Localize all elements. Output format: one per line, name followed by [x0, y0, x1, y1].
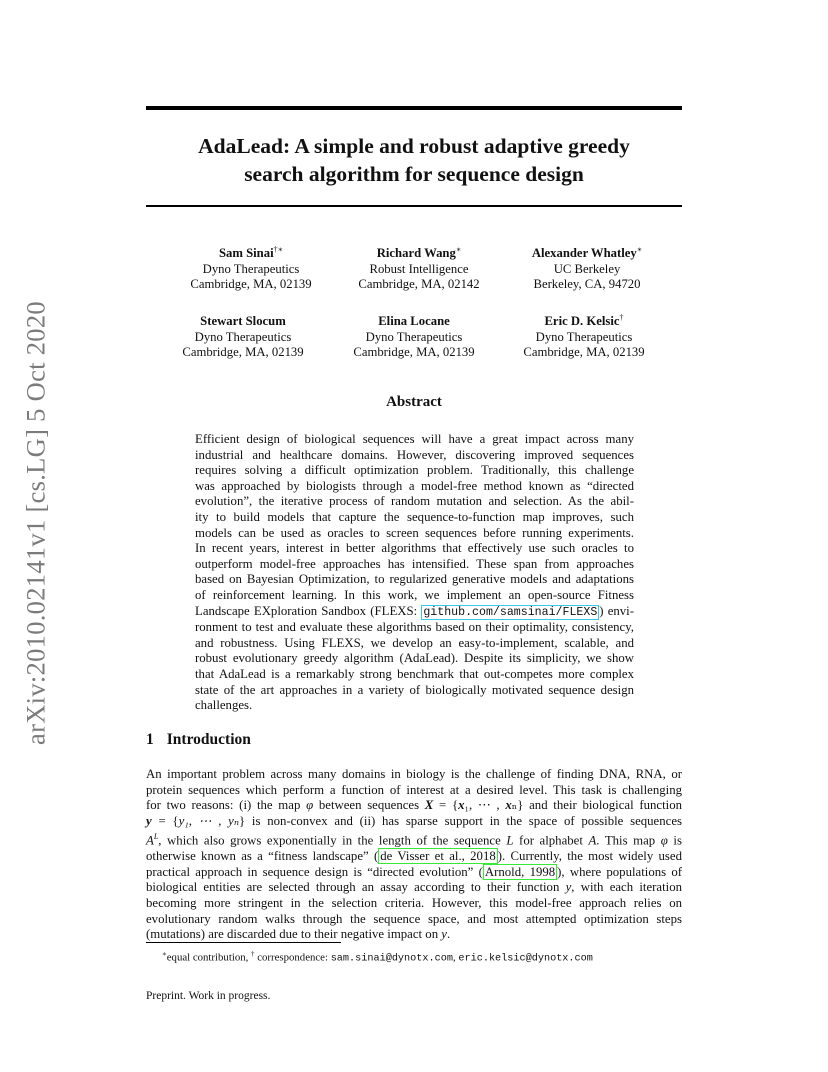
intro-line — [146, 814, 682, 830]
footnote-rule — [146, 942, 341, 943]
footnote-text: equal contribution, — [166, 951, 252, 964]
introduction-body — [146, 767, 682, 943]
intro-text: ), where populations of — [557, 864, 683, 879]
author-affiliation: Dyno Therapeutics — [365, 329, 463, 344]
abstract-line: models can be used as oracles to screen sequences before running experiments. — [195, 525, 634, 540]
math-y: y — [441, 927, 447, 942]
flexs-repo-link[interactable]: github.com/samsinai/FLEXS — [423, 605, 598, 619]
author-address: Cambridge, MA, 02139 — [190, 277, 312, 292]
intro-text: . This map — [596, 833, 661, 848]
intro-text: biological entities are selected through an assay according to their function — [146, 880, 566, 895]
abstract-line: ity to build models that capture the sequence-to-function map improves, such — [195, 509, 634, 524]
author-affiliation: Dyno Therapeutics — [194, 329, 292, 344]
abstract-heading: Abstract — [386, 394, 442, 410]
intro-text: practical approach in sequence design is “directed evolution” ( — [146, 864, 483, 879]
email-link[interactable]: sam.sinai@dynotx.com — [330, 953, 453, 965]
math-X: X — [424, 798, 434, 813]
preprint-note: Preprint. Work in progress. — [146, 990, 271, 1002]
math-xn: x — [505, 798, 512, 813]
math-y-set: y₁, ⋯ , yₙ — [178, 813, 240, 828]
intro-text: between sequences — [313, 798, 425, 813]
abstract-line: challenges. — [195, 698, 253, 713]
intro-text: otherwise known as a “fitness landscape” ( — [146, 849, 379, 864]
section-heading-introduction — [146, 731, 251, 749]
abstract-line: In recent years, interest in better algorithms that effectively use such oracles to — [195, 541, 634, 556]
intro-text: (mutations) are discarded due to their negative impact on — [146, 927, 442, 942]
abstract-line: outperform model-free approaches has intensified. These span from approaches — [195, 556, 634, 571]
intro-text: for alphabet — [513, 833, 589, 848]
abstract-line: that AdaLead is a remarkably strong benchmark that out-competes more complex — [195, 666, 634, 681]
abstract-text: ) envi- — [599, 603, 634, 618]
author-address: Cambridge, MA, 02139 — [353, 345, 475, 360]
abstract-line: industrial and healthcare domains. However, discovering improved sequences — [195, 447, 634, 462]
intro-text: . — [446, 927, 451, 942]
author-address: Cambridge, MA, 02139 — [523, 345, 645, 360]
citation-link[interactable]: de Visser et al., 2018 — [380, 849, 496, 864]
title-bottom-rule — [146, 205, 682, 207]
email-link[interactable]: eric.kelsic@dynotx.com — [458, 953, 593, 965]
author-entry — [324, 310, 504, 361]
author-affiliation: UC Berkeley — [553, 261, 621, 276]
math-phi: φ — [306, 798, 314, 813]
intro-text: , which also grows exponentially in the length of the sequence — [158, 833, 507, 848]
author-entry — [153, 310, 333, 361]
author-affiliation: Robust Intelligence — [369, 261, 469, 276]
math-phi: φ — [660, 833, 668, 848]
abstract-line: evolution”, the iterative process of random mutation and selection. As the abil- — [195, 494, 634, 509]
author-affiliation: Dyno Therapeutics — [535, 329, 633, 344]
intro-line — [146, 880, 682, 896]
intro-text: ). Currently, the most widely used — [497, 849, 682, 864]
intro-line — [146, 798, 682, 814]
abstract-body — [195, 432, 634, 714]
author-name: Richard Wang — [376, 246, 456, 261]
intro-text: is — [667, 833, 682, 848]
abstract-line: and robustness. Using FLEXS, we develop an easy-to-implement, scalable, and — [195, 635, 634, 650]
author-entry — [494, 310, 674, 361]
abstract-line: robust evolutionary greedy algorithm (AdaLead). Despite its simplicity, we show — [195, 651, 634, 666]
intro-line: evolutionary random walks through the sequence space, and most attempted optimization steps — [146, 911, 682, 926]
abstract-line: requires solving a difficult optimization problem. Traditionally, this challenge — [195, 463, 634, 478]
abstract-line: ronment to test and evaluate these algorithms based on their optimality, consistency, — [195, 620, 634, 635]
intro-line — [146, 927, 682, 943]
abstract-line: based on Bayesian Optimization, to regularized generative models and adaptations — [195, 572, 634, 587]
intro-text: = { — [433, 798, 459, 813]
intro-text: ₙ} and their biological function — [511, 798, 682, 813]
intro-line — [146, 829, 682, 849]
abstract-text: Landscape EXploration Sandbox (FLEXS: — [195, 603, 422, 618]
section-number: 1 — [146, 731, 154, 748]
math-L: L — [506, 833, 514, 848]
author-name: Elina Locane — [378, 314, 450, 329]
author-address: Cambridge, MA, 02142 — [358, 277, 480, 292]
intro-text: for two reasons: (i) the map — [146, 798, 307, 813]
author-marks: ∗ — [455, 245, 462, 254]
abstract-line: of reinforcement learning. In this work, we implement an open-source Fitness — [195, 587, 634, 602]
math-L-exponent: L — [153, 832, 159, 842]
author-address: Cambridge, MA, 02139 — [182, 345, 304, 360]
intro-line: becoming more stringent in the selection criteria. However, this model-free approach relies on — [146, 896, 682, 911]
author-marks: ∗ — [636, 245, 643, 254]
intro-text: ₁, ⋯ , — [464, 798, 506, 813]
author-name: Eric D. Kelsic — [544, 314, 620, 329]
author-entry — [161, 242, 341, 293]
arxiv-identifier-stamp: arXiv:2010.02141v1 [cs.LG] 5 Oct 2020 — [20, 301, 51, 745]
math-y: y — [146, 813, 152, 828]
footnote-mark: ∗ — [162, 950, 167, 958]
intro-line — [146, 849, 682, 865]
author-name: Stewart Slocum — [200, 314, 286, 329]
math-x1: x — [458, 798, 465, 813]
footnote-text: , — [452, 951, 459, 964]
author-address: Berkeley, CA, 94720 — [533, 277, 641, 292]
intro-line — [146, 865, 682, 881]
intro-text: = { — [151, 813, 179, 828]
title-line-2: search algorithm for sequence design — [244, 162, 584, 186]
author-name: Sam Sinai — [218, 246, 274, 261]
math-A: A — [588, 833, 597, 848]
abstract-line: was approached by biologists through a model-free method known as “directed — [195, 478, 634, 493]
citation-link[interactable]: Arnold, 1998 — [484, 864, 556, 879]
author-entry — [329, 242, 509, 293]
author-marks: † — [619, 313, 624, 322]
intro-text: } is non-convex and (ii) has sparse support in the space of possible sequences — [239, 813, 682, 828]
paper-title — [146, 132, 682, 188]
footnote — [162, 947, 593, 967]
abstract-line: state of the art approaches in a variety of biologically motivated sequence design — [195, 682, 634, 697]
intro-line: protein sequences which perform a function of interest at a desired level. This task is challenging — [146, 782, 682, 797]
author-entry — [497, 242, 677, 293]
title-line-1: AdaLead: A simple and robust adaptive greedy — [198, 134, 630, 158]
abstract-line: Efficient design of biological sequences will have a great impact across many — [195, 432, 634, 446]
intro-line: An important problem across many domains in biology is the challenge of finding DNA, RNA, or — [146, 767, 682, 781]
section-title: Introduction — [166, 731, 251, 748]
title-top-rule — [146, 106, 682, 110]
author-name: Alexander Whatley — [531, 246, 637, 261]
intro-text: , with each iteration — [571, 880, 682, 895]
math-y: y — [565, 880, 572, 895]
footnote-mark: † — [251, 950, 255, 958]
author-marks: †∗ — [273, 245, 284, 254]
author-affiliation: Dyno Therapeutics — [202, 261, 300, 276]
math-A: A — [146, 833, 154, 848]
abstract-line — [195, 604, 634, 621]
footnote-text: correspondence: — [254, 951, 331, 964]
